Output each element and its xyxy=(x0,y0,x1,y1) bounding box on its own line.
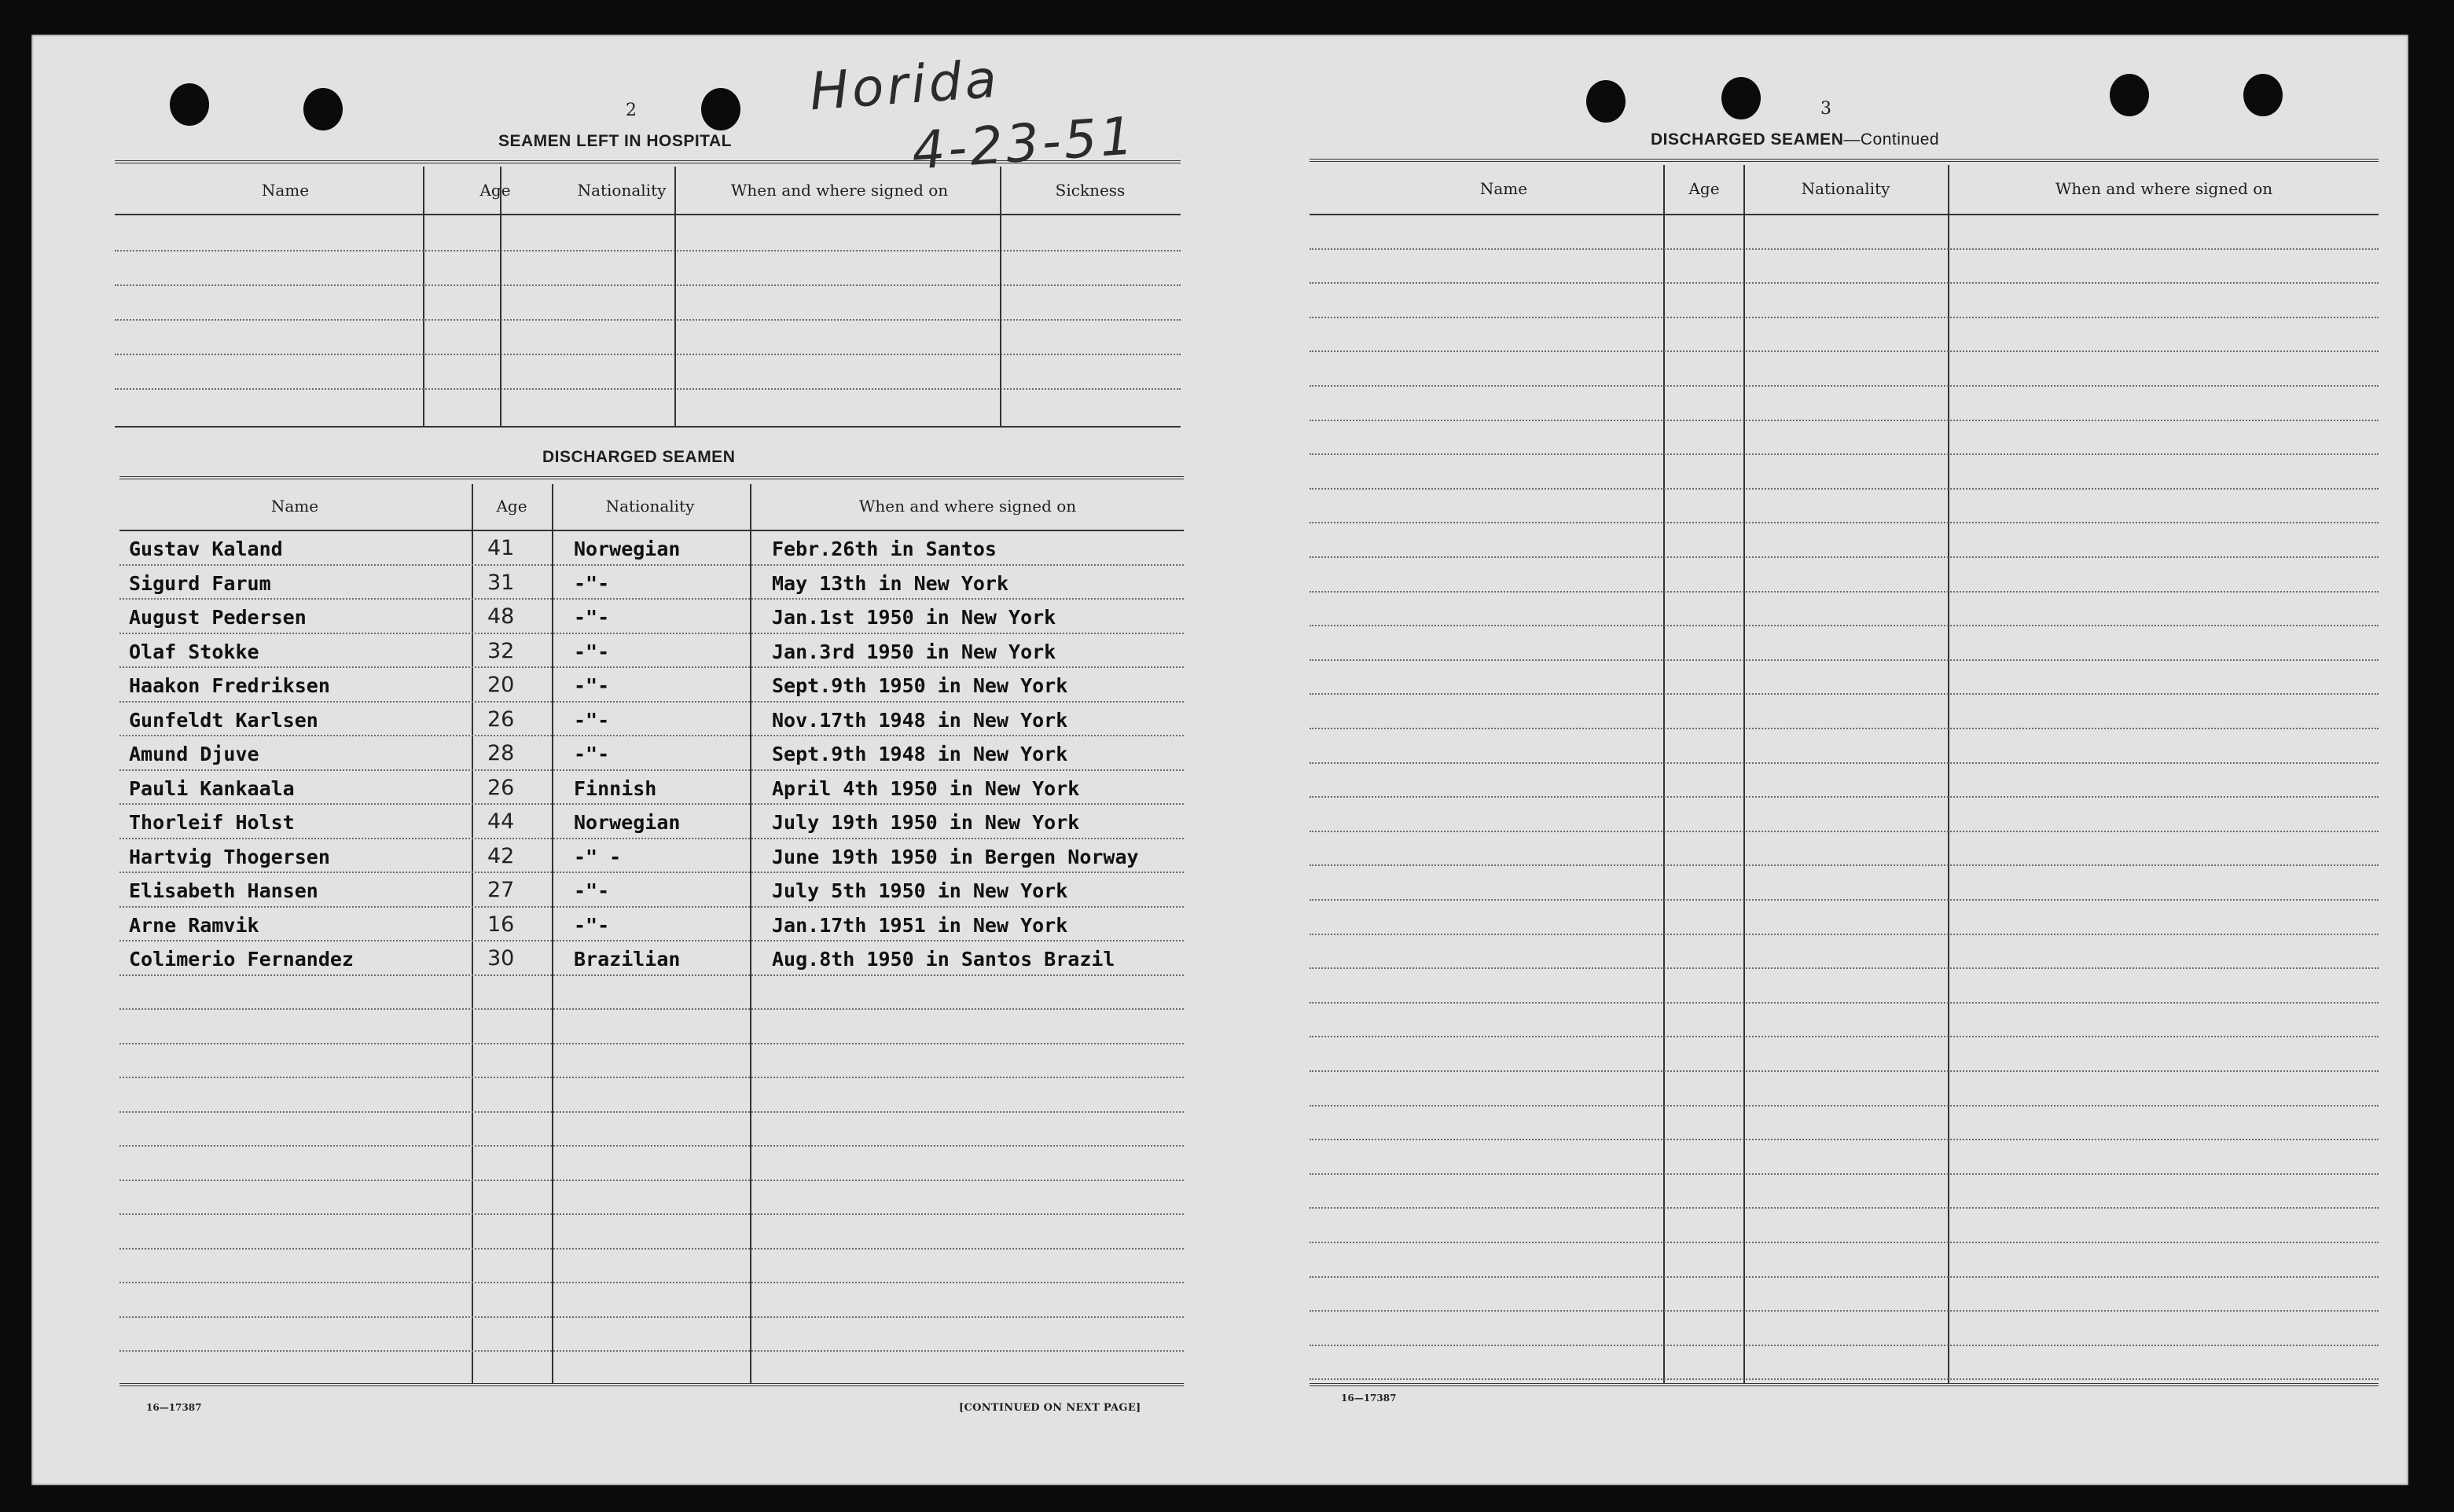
row-line xyxy=(1310,1345,2379,1346)
row-line xyxy=(1310,934,2379,935)
row-line xyxy=(1310,385,2379,387)
seaman-name: Pauli Kankaala xyxy=(129,776,295,800)
seaman-name: Amund Djuve xyxy=(129,743,259,765)
row-line xyxy=(119,598,1184,600)
table-top-rule xyxy=(119,476,1184,481)
col-header-age: Age xyxy=(1688,179,1720,198)
seaman-signed-on: Nov.17th 1948 in New York xyxy=(772,708,1068,732)
row-line xyxy=(119,1350,1184,1352)
punch-hole xyxy=(1586,80,1626,123)
seaman-nationality: -"- xyxy=(574,708,610,732)
col-header-age: Age xyxy=(496,497,527,516)
col-header-signed-on: When and where signed on xyxy=(730,181,949,200)
row-line xyxy=(1310,1036,2379,1037)
row-line xyxy=(1310,1173,2379,1175)
page-number: 2 xyxy=(626,101,637,120)
section-title-suffix: —Continued xyxy=(1843,130,1940,149)
discharged-section-title: DISCHARGED SEAMEN xyxy=(542,448,736,466)
row-line xyxy=(119,1043,1184,1044)
header-rule xyxy=(119,530,1184,531)
row-line xyxy=(115,284,1181,286)
seaman-age: 26 xyxy=(487,775,515,800)
row-line xyxy=(1310,591,2379,593)
seaman-signed-on: Aug.8th 1950 in Santos Brazil xyxy=(772,948,1115,971)
row-line xyxy=(1310,762,2379,764)
form-number: 16—17387 xyxy=(1341,1393,1397,1404)
row-line xyxy=(1310,1242,2379,1243)
row-line xyxy=(1310,693,2379,695)
seaman-nationality: -"- xyxy=(574,743,610,765)
row-line xyxy=(1310,420,2379,421)
row-line xyxy=(1310,899,2379,901)
row-line xyxy=(1310,488,2379,490)
row-line xyxy=(119,940,1184,941)
seaman-signed-on: July 19th 1950 in New York xyxy=(772,811,1080,834)
row-line xyxy=(1310,248,2379,250)
row-line xyxy=(115,354,1181,355)
row-line xyxy=(1310,1139,2379,1140)
seaman-signed-on: Jan.1st 1950 in New York xyxy=(772,606,1056,629)
row-line xyxy=(1310,1310,2379,1312)
col-header-sickness: Sickness xyxy=(1055,181,1126,200)
row-line xyxy=(1310,796,2379,798)
seaman-signed-on: Jan.3rd 1950 in New York xyxy=(772,640,1056,663)
col-header-nationality: Nationality xyxy=(1801,179,1890,198)
row-line xyxy=(1310,625,2379,626)
col-header-signed-on: When and where signed on xyxy=(858,497,1077,516)
column-divider xyxy=(1663,165,1665,1383)
seaman-nationality: -"- xyxy=(574,640,610,663)
seaman-name: Elisabeth Hansen xyxy=(129,879,318,902)
row-line xyxy=(1310,556,2379,558)
seaman-nationality: -"- xyxy=(574,913,610,937)
row-line xyxy=(119,838,1184,839)
row-line xyxy=(1310,728,2379,729)
section-title-main: DISCHARGED SEAMEN xyxy=(1651,130,1844,149)
table-bottom-rule xyxy=(119,1383,1184,1388)
seaman-nationality: -"- xyxy=(574,606,610,629)
seaman-age: 44 xyxy=(487,809,515,834)
row-line xyxy=(115,250,1181,251)
seaman-age: 42 xyxy=(487,843,515,868)
punch-hole xyxy=(2110,74,2149,116)
handwritten-vessel-name: Horida xyxy=(807,48,1002,123)
seaman-name: Sigurd Farum xyxy=(129,571,271,595)
row-line xyxy=(1310,317,2379,318)
seaman-nationality: Norwegian xyxy=(574,538,681,560)
row-line xyxy=(1310,1276,2379,1278)
row-line xyxy=(119,1282,1184,1283)
seaman-name: Hartvig Thogersen xyxy=(129,845,330,868)
row-line xyxy=(1310,1105,2379,1106)
row-line xyxy=(1310,967,2379,969)
seaman-signed-on: May 13th in New York xyxy=(772,571,1009,595)
row-line xyxy=(119,564,1184,566)
seaman-name: Arne Ramvik xyxy=(129,913,259,937)
seaman-nationality: -"- xyxy=(574,879,610,902)
seaman-age: 48 xyxy=(487,604,515,629)
seaman-age: 16 xyxy=(487,912,515,937)
row-line xyxy=(119,666,1184,668)
punch-hole xyxy=(303,88,343,130)
document-sheet xyxy=(31,35,2408,1485)
header-rule xyxy=(115,214,1181,215)
seaman-age: 31 xyxy=(487,570,515,595)
column-divider xyxy=(1948,165,1949,1383)
seaman-signed-on: Sept.9th 1950 in New York xyxy=(772,674,1068,697)
row-line xyxy=(1310,282,2379,284)
seaman-signed-on: June 19th 1950 in Bergen Norway xyxy=(772,845,1139,868)
row-line xyxy=(1310,659,2379,661)
continued-section-title xyxy=(1651,130,1939,149)
row-line xyxy=(119,974,1184,976)
table-top-rule xyxy=(115,160,1181,165)
col-header-name: Name xyxy=(1479,179,1528,198)
punch-hole xyxy=(2243,74,2283,116)
table-bottom-rule xyxy=(1310,1383,2379,1388)
seaman-nationality: Finnish xyxy=(574,776,657,800)
seaman-nationality: -" - xyxy=(574,845,622,868)
seaman-nationality: -"- xyxy=(574,674,610,697)
col-header-nationality: Nationality xyxy=(605,497,695,516)
handwritten-date: 4-23-51 xyxy=(909,105,1138,182)
row-line xyxy=(119,701,1184,703)
seaman-name: Colimerio Fernandez xyxy=(129,948,354,971)
row-line xyxy=(119,1145,1184,1147)
row-line xyxy=(115,388,1181,390)
row-line xyxy=(1310,1070,2379,1072)
seaman-name: Gunfeldt Karlsen xyxy=(129,708,318,732)
table-top-rule xyxy=(1310,159,2379,163)
seaman-age: 30 xyxy=(487,946,515,971)
page-number: 3 xyxy=(1820,99,1831,119)
row-line xyxy=(119,633,1184,634)
seaman-name: Olaf Stokke xyxy=(129,640,259,663)
column-divider xyxy=(1743,165,1745,1383)
row-line xyxy=(1310,522,2379,523)
col-header-name: Name xyxy=(261,181,310,200)
row-line xyxy=(1310,453,2379,455)
row-line xyxy=(119,906,1184,908)
table-bottom-rule xyxy=(115,426,1181,428)
seaman-nationality: Brazilian xyxy=(574,948,681,971)
row-line xyxy=(119,1316,1184,1318)
row-line xyxy=(119,872,1184,873)
row-line xyxy=(119,735,1184,736)
row-line xyxy=(119,1077,1184,1078)
seaman-signed-on: July 5th 1950 in New York xyxy=(772,879,1068,902)
row-line xyxy=(1310,1378,2379,1380)
seaman-name: Haakon Fredriksen xyxy=(129,674,330,697)
punch-hole xyxy=(1721,77,1761,119)
seaman-signed-on: Jan.17th 1951 in New York xyxy=(772,913,1068,937)
row-line xyxy=(1310,1207,2379,1209)
row-line xyxy=(115,319,1181,321)
row-line xyxy=(1310,350,2379,352)
seaman-signed-on: Febr.26th in Santos xyxy=(772,538,997,560)
row-line xyxy=(119,1111,1184,1113)
punch-hole xyxy=(170,83,209,126)
row-line xyxy=(1310,864,2379,866)
seaman-signed-on: Sept.9th 1948 in New York xyxy=(772,743,1068,765)
row-line xyxy=(119,803,1184,805)
seaman-age: 26 xyxy=(487,706,515,732)
seaman-age: 32 xyxy=(487,638,515,663)
row-line xyxy=(119,1180,1184,1181)
seaman-nationality: -"- xyxy=(574,571,610,595)
col-header-nationality: Nationality xyxy=(577,181,667,200)
continued-note: [CONTINUED ON NEXT PAGE] xyxy=(959,1402,1141,1414)
col-header-signed-on: When and where signed on xyxy=(2055,179,2273,198)
row-line xyxy=(119,1213,1184,1215)
punch-hole xyxy=(701,88,740,130)
col-header-name: Name xyxy=(270,497,319,516)
header-rule xyxy=(1310,214,2379,215)
hospital-section-title: SEAMEN LEFT IN HOSPITAL xyxy=(498,132,732,150)
seaman-nationality: Norwegian xyxy=(574,811,681,834)
seaman-age: 28 xyxy=(487,741,515,765)
row-line xyxy=(1310,1002,2379,1004)
seaman-signed-on: April 4th 1950 in New York xyxy=(772,776,1080,800)
seaman-name: Gustav Kaland xyxy=(129,538,283,560)
seaman-age: 20 xyxy=(487,673,515,697)
col-header-age: Age xyxy=(479,181,511,200)
form-number: 16—17387 xyxy=(146,1402,202,1413)
row-line xyxy=(119,1248,1184,1250)
row-line xyxy=(119,1008,1184,1010)
row-line xyxy=(1310,831,2379,832)
row-line xyxy=(119,769,1184,771)
seaman-age: 27 xyxy=(487,878,515,902)
seaman-age: 41 xyxy=(487,536,515,560)
seaman-name: August Pedersen xyxy=(129,606,307,629)
seaman-name: Thorleif Holst xyxy=(129,811,295,834)
